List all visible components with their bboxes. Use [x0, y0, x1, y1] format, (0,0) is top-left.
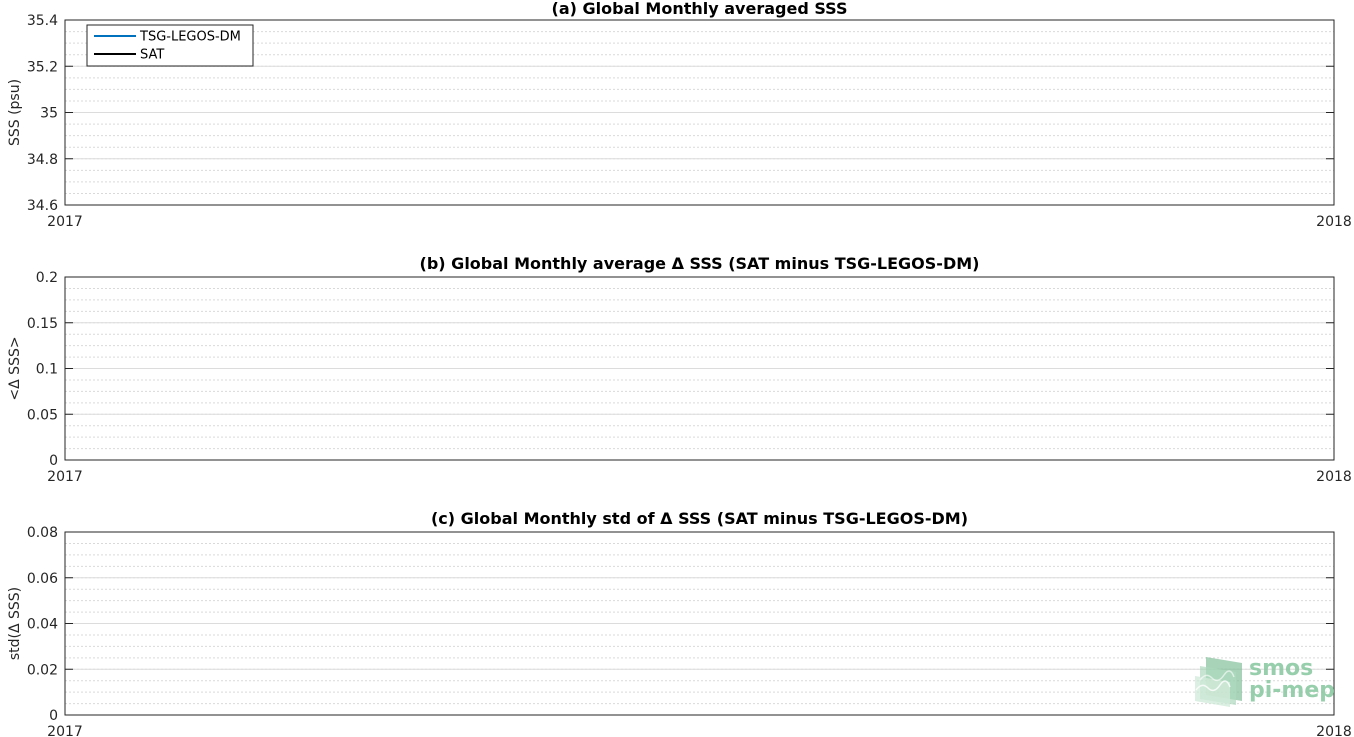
- y-tick-label: 0.2: [35, 270, 58, 286]
- panel-b-y-axis-label: <Δ SSS>: [6, 336, 23, 401]
- y-tick-label: 34.6: [26, 198, 58, 214]
- y-tick-label: 34.8: [26, 151, 58, 168]
- x-tick-label: 2017: [47, 724, 83, 737]
- panel-c-title: (c) Global Monthly std of Δ SSS (SAT minus TSG-LEGOS-DM): [430, 509, 969, 528]
- legend-label-tsg-legos-dm: TSG-LEGOS-DM: [140, 29, 241, 45]
- y-tick-label: 0.06: [26, 570, 58, 587]
- panel-a-title: (a) Global Monthly averaged SSS: [551, 0, 848, 18]
- x-tick-label: 2017: [47, 469, 83, 485]
- panel-a-x-tick-labels: [47, 214, 1352, 230]
- y-tick-label: 35.2: [26, 59, 58, 76]
- panel-a-grid: [65, 29, 1334, 194]
- y-tick-label: 0.04: [26, 616, 58, 633]
- panel-a: [7, 0, 1352, 230]
- panel-a-legend: [87, 25, 253, 66]
- panel-b-grid: [65, 288, 1334, 448]
- panel-b-y-tick-labels: [27, 270, 58, 469]
- logo-text-pi-mep: pi-mep: [1249, 678, 1336, 703]
- panel-c-grid: [65, 543, 1334, 703]
- x-tick-label: 2018: [1316, 724, 1352, 737]
- logo-text-smos: smos: [1249, 656, 1314, 681]
- panel-a-y-tick-labels: [27, 13, 58, 214]
- y-tick-label: 0: [49, 708, 58, 724]
- panel-b-title: (b) Global Monthly average Δ SSS (SAT minus TSG-LEGOS-DM): [419, 254, 980, 273]
- panel-c-x-tick-labels: [47, 724, 1352, 737]
- legend-label-sat: SAT: [140, 47, 165, 63]
- panel-a-y-axis-label: SSS (psu): [6, 78, 23, 147]
- y-tick-label: 0.02: [26, 662, 58, 679]
- panel-c: [7, 509, 1352, 737]
- y-tick-label: 0: [49, 453, 58, 469]
- logo-wave-icon: [1195, 657, 1242, 707]
- y-tick-label: 0.08: [26, 525, 58, 541]
- smos-pi-mep-logo: [1195, 656, 1335, 707]
- panel-c-y-tick-labels: [27, 525, 58, 724]
- x-tick-label: 2018: [1316, 469, 1352, 485]
- y-tick-label: 0.15: [26, 315, 58, 332]
- x-tick-label: 2018: [1316, 214, 1352, 230]
- panel-c-y-axis-label: std(Δ SSS): [6, 586, 23, 661]
- y-tick-label: 35.4: [26, 13, 58, 29]
- panel-b: [7, 254, 1352, 485]
- y-tick-label: 35: [40, 105, 58, 122]
- y-tick-label: 0.1: [35, 361, 58, 378]
- y-tick-label: 0.05: [26, 407, 58, 424]
- x-tick-label: 2017: [47, 214, 83, 230]
- panel-b-x-tick-labels: [47, 469, 1352, 485]
